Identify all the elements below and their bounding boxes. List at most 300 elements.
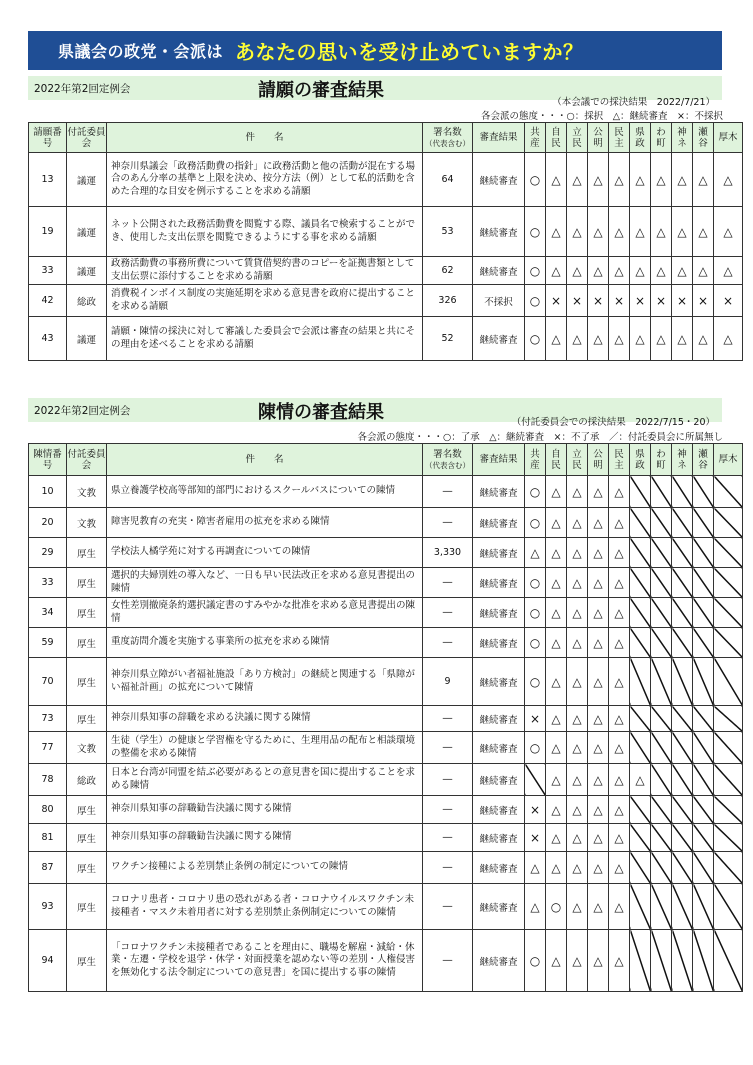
header-party: 立民 bbox=[567, 123, 588, 153]
party-not-member-slash bbox=[714, 658, 743, 706]
row-subject: 日本と台湾が同盟を結ぶ必要があるとの意見書を国に提出することを求める陳情 bbox=[107, 764, 423, 796]
party-vote-mark: △ bbox=[651, 257, 672, 285]
header-subject: 件 名 bbox=[107, 123, 423, 153]
party-vote-mark: △ bbox=[546, 538, 567, 568]
row-number: 20 bbox=[29, 508, 67, 538]
row-signatures: ― bbox=[423, 930, 473, 992]
party-not-member-slash bbox=[714, 568, 743, 598]
row-subject: 県立養護学校高等部知的部門におけるスクールバスについての陳情 bbox=[107, 476, 423, 508]
party-not-member-slash bbox=[672, 568, 693, 598]
party-not-member-slash bbox=[651, 508, 672, 538]
header-banner bbox=[28, 31, 722, 70]
party-not-member-slash bbox=[630, 852, 651, 884]
table-row bbox=[29, 658, 743, 706]
header-signatures-label: 署名数 bbox=[433, 126, 462, 138]
row-result: 継続審査 bbox=[473, 476, 525, 508]
party-vote-mark: △ bbox=[567, 207, 588, 257]
party-vote-mark: △ bbox=[609, 884, 630, 930]
row-signatures: ― bbox=[423, 732, 473, 764]
party-vote-mark: △ bbox=[651, 317, 672, 361]
row-signatures: ― bbox=[423, 796, 473, 824]
row-subject: 障害児教育の充実・障害者雇用の拡充を求める陳情 bbox=[107, 508, 423, 538]
party-not-member-slash bbox=[693, 628, 714, 658]
row-number: 19 bbox=[29, 207, 67, 257]
header-party: 共産 bbox=[525, 123, 546, 153]
party-not-member-slash bbox=[672, 764, 693, 796]
row-committee: 厚生 bbox=[67, 628, 107, 658]
party-not-member-slash bbox=[714, 706, 743, 732]
row-number: 29 bbox=[29, 538, 67, 568]
party-vote-mark: × bbox=[525, 824, 546, 852]
party-not-member-slash bbox=[672, 476, 693, 508]
party-vote-mark: △ bbox=[588, 153, 609, 207]
party-not-member-slash bbox=[651, 628, 672, 658]
party-not-member-slash bbox=[714, 732, 743, 764]
party-vote-mark: △ bbox=[567, 706, 588, 732]
party-vote-mark: △ bbox=[567, 884, 588, 930]
party-vote-mark: △ bbox=[525, 538, 546, 568]
header-party: 厚木 bbox=[714, 444, 743, 476]
banner-left-text: 県議会の政党・会派は bbox=[58, 42, 224, 61]
row-signatures: ― bbox=[423, 508, 473, 538]
party-vote-mark: △ bbox=[546, 207, 567, 257]
party-vote-mark: △ bbox=[609, 628, 630, 658]
party-vote-mark: △ bbox=[567, 508, 588, 538]
party-vote-mark: △ bbox=[609, 658, 630, 706]
party-vote-mark: △ bbox=[567, 598, 588, 628]
party-not-member-slash bbox=[525, 764, 546, 796]
header-party: 立民 bbox=[567, 444, 588, 476]
party-vote-mark: △ bbox=[672, 257, 693, 285]
party-vote-mark: △ bbox=[546, 764, 567, 796]
party-vote-mark: △ bbox=[567, 257, 588, 285]
row-number: 93 bbox=[29, 884, 67, 930]
party-vote-mark: ○ bbox=[525, 317, 546, 361]
petitions-session: 2022年第2回定例会 bbox=[34, 83, 131, 95]
party-not-member-slash bbox=[714, 796, 743, 824]
row-result: 継続審査 bbox=[473, 764, 525, 796]
party-not-member-slash bbox=[672, 930, 693, 992]
row-signatures: ― bbox=[423, 706, 473, 732]
party-vote-mark: ○ bbox=[525, 568, 546, 598]
party-vote-mark: △ bbox=[588, 207, 609, 257]
party-vote-mark: × bbox=[525, 796, 546, 824]
party-vote-mark: △ bbox=[630, 207, 651, 257]
table-row bbox=[29, 930, 743, 992]
row-result: 継続審査 bbox=[473, 884, 525, 930]
party-vote-mark: △ bbox=[609, 153, 630, 207]
row-number: 80 bbox=[29, 796, 67, 824]
header-party: わ町 bbox=[651, 123, 672, 153]
party-vote-mark: ○ bbox=[525, 257, 546, 285]
row-result: 継続審査 bbox=[473, 628, 525, 658]
party-not-member-slash bbox=[714, 476, 743, 508]
party-vote-mark: × bbox=[693, 285, 714, 317]
party-vote-mark: ○ bbox=[525, 153, 546, 207]
petitions-header-row bbox=[29, 123, 743, 153]
party-vote-mark: △ bbox=[588, 257, 609, 285]
party-vote-mark: ○ bbox=[525, 628, 546, 658]
party-vote-mark: △ bbox=[546, 153, 567, 207]
row-subject: 選択的夫婦別姓の導入など、一日も早い民法改正を求める意見書提出の陳情 bbox=[107, 568, 423, 598]
party-vote-mark: △ bbox=[567, 732, 588, 764]
party-vote-mark: △ bbox=[567, 568, 588, 598]
party-not-member-slash bbox=[630, 476, 651, 508]
table-row bbox=[29, 852, 743, 884]
party-not-member-slash bbox=[672, 732, 693, 764]
row-subject: 神奈川県知事の辞職を求める決議に関する陳情 bbox=[107, 706, 423, 732]
party-vote-mark: △ bbox=[567, 538, 588, 568]
party-vote-mark: ○ bbox=[546, 884, 567, 930]
statements-session: 2022年第2回定例会 bbox=[34, 405, 131, 417]
party-not-member-slash bbox=[693, 732, 714, 764]
party-vote-mark: △ bbox=[630, 317, 651, 361]
header-party: 民主 bbox=[609, 123, 630, 153]
party-not-member-slash bbox=[693, 796, 714, 824]
row-signatures: 3,330 bbox=[423, 538, 473, 568]
party-not-member-slash bbox=[693, 658, 714, 706]
row-result: 継続審査 bbox=[473, 930, 525, 992]
party-not-member-slash bbox=[672, 824, 693, 852]
party-vote-mark: △ bbox=[588, 476, 609, 508]
row-committee: 厚生 bbox=[67, 658, 107, 706]
row-signatures: ― bbox=[423, 476, 473, 508]
row-committee: 厚生 bbox=[67, 538, 107, 568]
header-party: 厚木 bbox=[714, 123, 743, 153]
party-vote-mark: △ bbox=[588, 538, 609, 568]
party-vote-mark: △ bbox=[714, 207, 743, 257]
row-subject: 女性差別撤廃条約選択議定書のすみやかな批准を求める意見書提出の陳情 bbox=[107, 598, 423, 628]
row-committee: 厚生 bbox=[67, 706, 107, 732]
row-number: 33 bbox=[29, 568, 67, 598]
party-vote-mark: ○ bbox=[525, 930, 546, 992]
party-vote-mark: △ bbox=[546, 930, 567, 992]
party-vote-mark: △ bbox=[714, 257, 743, 285]
row-signatures: ― bbox=[423, 598, 473, 628]
party-vote-mark: △ bbox=[672, 153, 693, 207]
party-vote-mark: △ bbox=[588, 884, 609, 930]
header-signatures-sub: （代表含む） bbox=[425, 460, 470, 470]
party-not-member-slash bbox=[651, 796, 672, 824]
row-number: 77 bbox=[29, 732, 67, 764]
header-result: 審査結果 bbox=[473, 123, 525, 153]
row-committee: 厚生 bbox=[67, 598, 107, 628]
row-result: 継続審査 bbox=[473, 706, 525, 732]
party-not-member-slash bbox=[672, 884, 693, 930]
party-vote-mark: △ bbox=[609, 732, 630, 764]
row-result: 不採択 bbox=[473, 285, 525, 317]
party-not-member-slash bbox=[693, 476, 714, 508]
row-number: 78 bbox=[29, 764, 67, 796]
party-vote-mark: △ bbox=[609, 852, 630, 884]
table-row bbox=[29, 796, 743, 824]
party-vote-mark: △ bbox=[546, 732, 567, 764]
header-party: 公明 bbox=[588, 123, 609, 153]
party-not-member-slash bbox=[630, 538, 651, 568]
header-party: 共産 bbox=[525, 444, 546, 476]
party-vote-mark: △ bbox=[651, 153, 672, 207]
row-committee: 文教 bbox=[67, 508, 107, 538]
party-not-member-slash bbox=[693, 706, 714, 732]
row-signatures: ― bbox=[423, 764, 473, 796]
table-row bbox=[29, 884, 743, 930]
party-not-member-slash bbox=[693, 538, 714, 568]
party-not-member-slash bbox=[672, 598, 693, 628]
row-signatures: 53 bbox=[423, 207, 473, 257]
row-result: 継続審査 bbox=[473, 257, 525, 285]
party-vote-mark: △ bbox=[525, 884, 546, 930]
row-subject: 神奈川県議会「政務活動費の指針」に政務活動と他の活動が混在する場合のあん分率の基準と上限を決め、按分方法（例）として私的活動を含めた合理的な目安を例示することを求める請願 bbox=[107, 153, 423, 207]
party-not-member-slash bbox=[693, 884, 714, 930]
party-vote-mark: △ bbox=[546, 257, 567, 285]
party-not-member-slash bbox=[693, 930, 714, 992]
table-row bbox=[29, 764, 743, 796]
party-not-member-slash bbox=[651, 732, 672, 764]
table-row bbox=[29, 285, 743, 317]
party-not-member-slash bbox=[651, 476, 672, 508]
party-vote-mark: △ bbox=[567, 764, 588, 796]
party-not-member-slash bbox=[630, 796, 651, 824]
party-not-member-slash bbox=[693, 824, 714, 852]
party-vote-mark: × bbox=[714, 285, 743, 317]
party-vote-mark: ○ bbox=[525, 285, 546, 317]
header-num: 陳情番号 bbox=[29, 444, 67, 476]
header-subject: 件 名 bbox=[107, 444, 423, 476]
party-not-member-slash bbox=[630, 930, 651, 992]
row-subject: 消費税インボイス制度の実施延期を求める意見書を政府に提出することを求める請願 bbox=[107, 285, 423, 317]
row-subject: 神奈川県知事の辞職勧告決議に関する陳情 bbox=[107, 796, 423, 824]
party-not-member-slash bbox=[630, 598, 651, 628]
party-not-member-slash bbox=[651, 930, 672, 992]
table-row bbox=[29, 732, 743, 764]
row-subject: 神奈川県立障がい者福祉施設「あり方検討」の継続と関連する「県障がい福祉計画」の拡充について陳情 bbox=[107, 658, 423, 706]
party-not-member-slash bbox=[630, 732, 651, 764]
petitions-title: 請願の審査結果 bbox=[258, 80, 384, 101]
party-vote-mark: △ bbox=[567, 658, 588, 706]
party-not-member-slash bbox=[714, 764, 743, 796]
party-not-member-slash bbox=[630, 884, 651, 930]
row-number: 34 bbox=[29, 598, 67, 628]
party-vote-mark: △ bbox=[588, 598, 609, 628]
party-not-member-slash bbox=[651, 764, 672, 796]
party-not-member-slash bbox=[651, 706, 672, 732]
party-vote-mark: ○ bbox=[525, 207, 546, 257]
party-not-member-slash bbox=[693, 598, 714, 628]
row-signatures: ― bbox=[423, 824, 473, 852]
party-vote-mark: △ bbox=[546, 317, 567, 361]
header-party: 瀬谷 bbox=[693, 444, 714, 476]
row-committee: 厚生 bbox=[67, 930, 107, 992]
party-vote-mark: △ bbox=[609, 257, 630, 285]
row-number: 13 bbox=[29, 153, 67, 207]
party-vote-mark: △ bbox=[714, 153, 743, 207]
row-subject: 神奈川県知事の辞職勧告決議に関する陳情 bbox=[107, 824, 423, 852]
row-subject: 請願・陳情の採決に対して審議した委員会で会派は審査の結果と共にその理由を述べることを求める請願 bbox=[107, 317, 423, 361]
party-vote-mark: △ bbox=[588, 628, 609, 658]
row-signatures: 9 bbox=[423, 658, 473, 706]
party-vote-mark: △ bbox=[609, 824, 630, 852]
header-signatures bbox=[423, 123, 473, 153]
row-committee: 総政 bbox=[67, 285, 107, 317]
party-vote-mark: △ bbox=[672, 317, 693, 361]
party-vote-mark: △ bbox=[588, 508, 609, 538]
party-vote-mark: △ bbox=[588, 824, 609, 852]
table-row bbox=[29, 257, 743, 285]
party-not-member-slash bbox=[714, 628, 743, 658]
table-row bbox=[29, 706, 743, 732]
party-vote-mark: △ bbox=[693, 257, 714, 285]
party-vote-mark: △ bbox=[567, 153, 588, 207]
party-vote-mark: △ bbox=[609, 476, 630, 508]
row-signatures: ― bbox=[423, 884, 473, 930]
party-not-member-slash bbox=[714, 884, 743, 930]
party-vote-mark: △ bbox=[567, 317, 588, 361]
statements-title: 陳情の審査結果 bbox=[258, 402, 384, 423]
party-not-member-slash bbox=[693, 508, 714, 538]
party-vote-mark: ○ bbox=[525, 658, 546, 706]
header-party: 県政 bbox=[630, 123, 651, 153]
row-committee: 議運 bbox=[67, 317, 107, 361]
party-vote-mark: △ bbox=[651, 207, 672, 257]
row-committee: 厚生 bbox=[67, 824, 107, 852]
row-committee: 厚生 bbox=[67, 852, 107, 884]
table-row bbox=[29, 568, 743, 598]
table-row bbox=[29, 538, 743, 568]
header-result: 審査結果 bbox=[473, 444, 525, 476]
party-vote-mark: ○ bbox=[525, 508, 546, 538]
row-committee: 総政 bbox=[67, 764, 107, 796]
row-number: 70 bbox=[29, 658, 67, 706]
party-vote-mark: △ bbox=[609, 538, 630, 568]
party-not-member-slash bbox=[630, 568, 651, 598]
party-vote-mark: △ bbox=[546, 796, 567, 824]
party-not-member-slash bbox=[651, 658, 672, 706]
party-vote-mark: × bbox=[525, 706, 546, 732]
party-vote-mark: × bbox=[630, 285, 651, 317]
row-result: 継続審査 bbox=[473, 852, 525, 884]
party-vote-mark: △ bbox=[546, 706, 567, 732]
table-row bbox=[29, 598, 743, 628]
party-vote-mark: △ bbox=[546, 628, 567, 658]
party-not-member-slash bbox=[630, 658, 651, 706]
party-not-member-slash bbox=[651, 884, 672, 930]
row-result: 継続審査 bbox=[473, 317, 525, 361]
petitions-meta: （本会議での採決結果 2022/7/21） bbox=[552, 97, 715, 108]
row-signatures: ― bbox=[423, 628, 473, 658]
party-not-member-slash bbox=[630, 706, 651, 732]
party-not-member-slash bbox=[714, 852, 743, 884]
party-vote-mark: △ bbox=[588, 317, 609, 361]
header-num: 請願番号 bbox=[29, 123, 67, 153]
party-vote-mark: △ bbox=[546, 476, 567, 508]
row-committee: 厚生 bbox=[67, 884, 107, 930]
party-not-member-slash bbox=[630, 628, 651, 658]
row-committee: 厚生 bbox=[67, 568, 107, 598]
party-not-member-slash bbox=[651, 538, 672, 568]
party-vote-mark: △ bbox=[693, 317, 714, 361]
party-not-member-slash bbox=[693, 764, 714, 796]
party-not-member-slash bbox=[630, 508, 651, 538]
row-subject: 重度訪問介護を実施する事業所の拡充を求める陳情 bbox=[107, 628, 423, 658]
party-vote-mark: △ bbox=[567, 796, 588, 824]
row-signatures: 326 bbox=[423, 285, 473, 317]
party-vote-mark: △ bbox=[525, 852, 546, 884]
row-number: 10 bbox=[29, 476, 67, 508]
header-committee: 付託委員会 bbox=[67, 123, 107, 153]
row-committee: 議運 bbox=[67, 207, 107, 257]
row-subject: 「コロナワクチン未接種者であることを理由に、職場を解雇・減給・休業・左遷・学校を退学・休学・対面授業を認めない等の差別・人権侵害を無効化する法令制定についての意見書」を国に提出する事の陳情 bbox=[107, 930, 423, 992]
table-row bbox=[29, 628, 743, 658]
party-vote-mark: △ bbox=[609, 317, 630, 361]
party-vote-mark: △ bbox=[630, 153, 651, 207]
header-party: 神ネ bbox=[672, 123, 693, 153]
party-vote-mark: × bbox=[651, 285, 672, 317]
table-row bbox=[29, 317, 743, 361]
row-signatures: ― bbox=[423, 568, 473, 598]
row-result: 継続審査 bbox=[473, 824, 525, 852]
row-committee: 厚生 bbox=[67, 796, 107, 824]
party-vote-mark: △ bbox=[588, 764, 609, 796]
party-vote-mark: ○ bbox=[525, 476, 546, 508]
header-signatures bbox=[423, 444, 473, 476]
party-vote-mark: △ bbox=[588, 658, 609, 706]
row-subject: 学校法人橘学苑に対する再調査についての陳情 bbox=[107, 538, 423, 568]
party-vote-mark: △ bbox=[567, 824, 588, 852]
header-party: 自民 bbox=[546, 444, 567, 476]
statements-meta: （付託委員会での採決結果 2022/7/15・20） bbox=[511, 417, 715, 428]
party-vote-mark: △ bbox=[693, 153, 714, 207]
row-subject: ワクチン接種による差別禁止条例の制定についての陳情 bbox=[107, 852, 423, 884]
party-vote-mark: △ bbox=[546, 568, 567, 598]
header-committee: 付託委員会 bbox=[67, 444, 107, 476]
party-vote-mark: △ bbox=[588, 930, 609, 992]
party-vote-mark: △ bbox=[546, 852, 567, 884]
party-vote-mark: △ bbox=[567, 930, 588, 992]
party-vote-mark: △ bbox=[693, 207, 714, 257]
party-not-member-slash bbox=[714, 930, 743, 992]
party-vote-mark: △ bbox=[588, 796, 609, 824]
row-number: 59 bbox=[29, 628, 67, 658]
party-vote-mark: △ bbox=[546, 824, 567, 852]
statements-table bbox=[28, 443, 743, 992]
party-vote-mark: × bbox=[588, 285, 609, 317]
row-result: 継続審査 bbox=[473, 153, 525, 207]
header-party: わ町 bbox=[651, 444, 672, 476]
row-subject: 生徒（学生）の健康と学習権を守るために、生理用品の配布と相談環境の整備を求める陳情 bbox=[107, 732, 423, 764]
party-not-member-slash bbox=[672, 628, 693, 658]
party-vote-mark: △ bbox=[546, 598, 567, 628]
party-vote-mark: △ bbox=[588, 852, 609, 884]
row-signatures: 64 bbox=[423, 153, 473, 207]
row-subject: ネット公開された政務活動費を閲覧する際、議員名で検索することができ、使用した支出伝票を閲覧できるようにする事を求める請願 bbox=[107, 207, 423, 257]
row-subject: コロナリ患者・コロナリ患の恐れがある者・コロナウイルスワクチン未接種者・マスク未着用者に対する差別禁止条例制定についての陳情 bbox=[107, 884, 423, 930]
row-result: 継続審査 bbox=[473, 508, 525, 538]
party-not-member-slash bbox=[714, 508, 743, 538]
party-vote-mark: △ bbox=[546, 508, 567, 538]
party-vote-mark: △ bbox=[567, 476, 588, 508]
header-party: 公明 bbox=[588, 444, 609, 476]
party-vote-mark: △ bbox=[609, 207, 630, 257]
row-signatures: ― bbox=[423, 852, 473, 884]
party-vote-mark: △ bbox=[714, 317, 743, 361]
statements-header-row bbox=[29, 444, 743, 476]
party-not-member-slash bbox=[651, 568, 672, 598]
petitions-table bbox=[28, 122, 743, 361]
row-signatures: 62 bbox=[423, 257, 473, 285]
party-not-member-slash bbox=[651, 598, 672, 628]
row-committee: 議運 bbox=[67, 153, 107, 207]
table-row bbox=[29, 207, 743, 257]
